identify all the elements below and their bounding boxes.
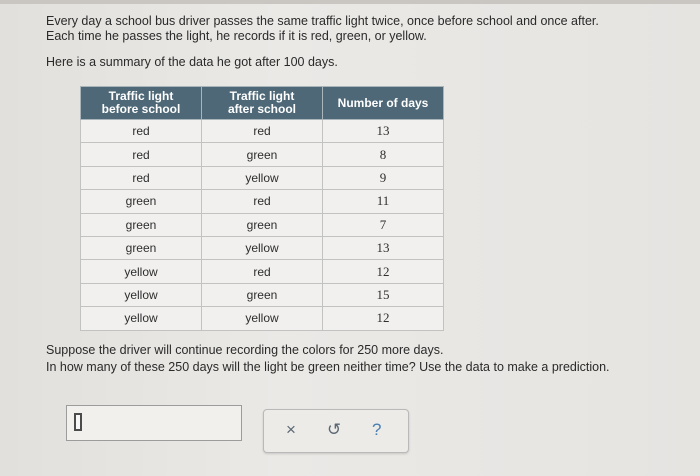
cell-after: yellow bbox=[202, 307, 323, 330]
cell-days: 11 bbox=[323, 190, 444, 213]
prompt-line-2: In how many of these 250 days will the light be green neither time? Use the data to make a prediction. bbox=[46, 360, 610, 374]
header-before-school: Traffic light before school bbox=[81, 87, 202, 120]
cell-before: red bbox=[81, 166, 202, 189]
table-row bbox=[81, 260, 444, 283]
cell-before: yellow bbox=[81, 260, 202, 283]
answer-input[interactable] bbox=[66, 405, 242, 441]
cell-after: green bbox=[202, 213, 323, 236]
answer-tools-panel bbox=[263, 409, 409, 453]
cell-days: 7 bbox=[323, 213, 444, 236]
text-cursor-icon bbox=[74, 413, 82, 431]
cell-before: green bbox=[81, 213, 202, 236]
traffic-light-table bbox=[80, 86, 444, 331]
cell-before: yellow bbox=[81, 307, 202, 330]
table-row bbox=[81, 143, 444, 166]
cell-before: red bbox=[81, 120, 202, 143]
table-row bbox=[81, 283, 444, 306]
cell-after: green bbox=[202, 283, 323, 306]
help-button[interactable]: ? bbox=[372, 420, 382, 439]
cell-after: red bbox=[202, 190, 323, 213]
question-intro-line-2: Each time he passes the light, he records if it is red, green, or yellow. bbox=[46, 29, 427, 43]
table-row bbox=[81, 166, 444, 189]
header-number-of-days: Number of days bbox=[323, 87, 444, 120]
table-row bbox=[81, 236, 444, 259]
cell-before: red bbox=[81, 143, 202, 166]
cell-after: yellow bbox=[202, 166, 323, 189]
cell-after: red bbox=[202, 260, 323, 283]
summary-line: Here is a summary of the data he got after 100 days. bbox=[46, 55, 338, 69]
cell-before: green bbox=[81, 190, 202, 213]
table-header-row bbox=[81, 87, 444, 120]
cell-days: 12 bbox=[323, 260, 444, 283]
table-row bbox=[81, 213, 444, 236]
cell-before: green bbox=[81, 236, 202, 259]
header-after-school: Traffic light after school bbox=[202, 87, 323, 120]
cell-after: yellow bbox=[202, 236, 323, 259]
cell-after: red bbox=[202, 120, 323, 143]
question-intro-line-1: Every day a school bus driver passes the same traffic light twice, once before school and once after. bbox=[46, 14, 599, 28]
top-bar bbox=[0, 0, 700, 4]
cell-before: yellow bbox=[81, 283, 202, 306]
cell-days: 13 bbox=[323, 120, 444, 143]
undo-button[interactable]: ↺ bbox=[327, 420, 342, 439]
prompt-line-1: Suppose the driver will continue recording the colors for 250 more days. bbox=[46, 343, 444, 357]
table-row bbox=[81, 120, 444, 143]
cell-days: 8 bbox=[323, 143, 444, 166]
cell-after: green bbox=[202, 143, 323, 166]
table-row bbox=[81, 307, 444, 330]
table-row bbox=[81, 190, 444, 213]
cell-days: 9 bbox=[323, 166, 444, 189]
clear-button[interactable]: × bbox=[286, 420, 296, 439]
cell-days: 13 bbox=[323, 236, 444, 259]
cell-days: 12 bbox=[323, 307, 444, 330]
cell-days: 15 bbox=[323, 283, 444, 306]
